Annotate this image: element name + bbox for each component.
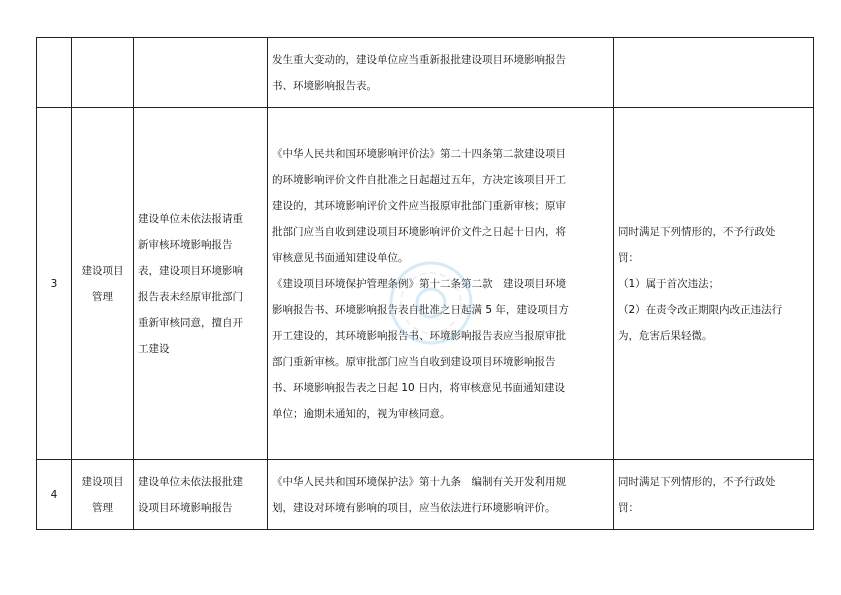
legal-basis-line: 开工建设的，其环境影响报告书、环境影响报告表应当报原审批 <box>272 329 566 342</box>
category-line: 建设项目 <box>81 264 124 277</box>
legal-basis-cell <box>268 460 614 530</box>
legal-basis-line: 影响报告书、环境影响报告表自批准之日起满 5 年，建设项目方 <box>272 303 569 316</box>
row-number: 4 <box>50 488 58 501</box>
category-cell <box>72 108 134 460</box>
exemption-condition-line: 罚： <box>618 501 639 514</box>
legal-basis-line: 部门重新审核。原审批部门应当自收到建设项目环境影响报告 <box>272 355 556 368</box>
category-cell <box>72 38 134 108</box>
category-line: 管理 <box>92 501 113 514</box>
exemption-condition-line: 罚： <box>618 251 639 264</box>
legal-basis-line: 单位；逾期未通知的，视为审核同意。 <box>272 407 451 420</box>
violation-line: 工建设 <box>138 342 170 355</box>
violation-line: 建设单位未依法报批建 <box>138 475 243 488</box>
table-row <box>37 460 814 530</box>
exemption-condition-cell <box>614 38 814 108</box>
exemption-condition-cell <box>614 108 814 460</box>
legal-basis-line: 审核意见书面通知建设单位。 <box>272 251 409 264</box>
category-cell <box>72 460 134 530</box>
exemption-condition-line: （1）属于首次违法； <box>618 277 720 290</box>
violation-line: 建设单位未依法报请重 <box>138 212 243 225</box>
row-number-cell <box>37 460 72 530</box>
row-number-cell <box>37 38 72 108</box>
table-body <box>37 38 814 530</box>
exemption-condition-line: （2）在责令改正期限内改正违法行 <box>618 303 783 316</box>
legal-basis-cell <box>268 108 614 460</box>
violation-line: 设项目环境影响报告 <box>138 501 233 514</box>
category-line: 管理 <box>92 290 113 303</box>
penalty-table <box>36 37 814 530</box>
legal-basis-line: 的环境影响评价文件自批准之日起超过五年，方决定该项目开工 <box>272 173 566 186</box>
exemption-condition-line: 为，危害后果轻微。 <box>618 329 713 342</box>
violation-cell <box>134 38 268 108</box>
category-line: 建设项目 <box>81 475 124 488</box>
violation-cell <box>134 460 268 530</box>
legal-basis-line: 批部门应当自收到建设项目环境影响评价文件之日起十日内，将 <box>272 225 566 238</box>
table-row <box>37 38 814 108</box>
legal-basis-line: 发生重大变动的，建设单位应当重新报批建设项目环境影响报告 <box>272 53 566 66</box>
legal-basis-line: 书、环境影响报告表。 <box>272 79 377 92</box>
exemption-condition-line: 同时满足下列情形的，不予行政处 <box>618 225 776 238</box>
legal-basis-cell <box>268 38 614 108</box>
row-number-cell <box>37 108 72 460</box>
legal-basis-line: 《建设项目环境保护管理条例》第十二条第二款 建设项目环境 <box>272 277 566 290</box>
exemption-condition-line: 同时满足下列情形的，不予行政处 <box>618 475 776 488</box>
legal-basis-line: 《中华人民共和国环境保护法》第十九条 编制有关开发利用规 <box>272 475 566 488</box>
row-number: 3 <box>50 277 58 290</box>
violation-line: 新审核环境影响报告 <box>138 238 233 251</box>
violation-line: 报告表未经原审批部门 <box>138 290 243 303</box>
violation-line: 表，建设项目环境影响 <box>138 264 243 277</box>
legal-basis-line: 《中华人民共和国环境影响评价法》第二十四条第二款建设项目 <box>272 147 566 160</box>
violation-line: 重新审核同意，擅自开 <box>138 316 243 329</box>
table-row <box>37 108 814 460</box>
legal-basis-line: 建设的，其环境影响评价文件应当报原审批部门重新审核；原审 <box>272 199 566 212</box>
legal-basis-line: 划，建设对环境有影响的项目，应当依法进行环境影响评价。 <box>272 501 556 514</box>
exemption-condition-cell <box>614 460 814 530</box>
legal-basis-line: 书、环境影响报告表之日起 10 日内，将审核意见书面通知建设 <box>272 381 566 394</box>
violation-cell <box>134 108 268 460</box>
